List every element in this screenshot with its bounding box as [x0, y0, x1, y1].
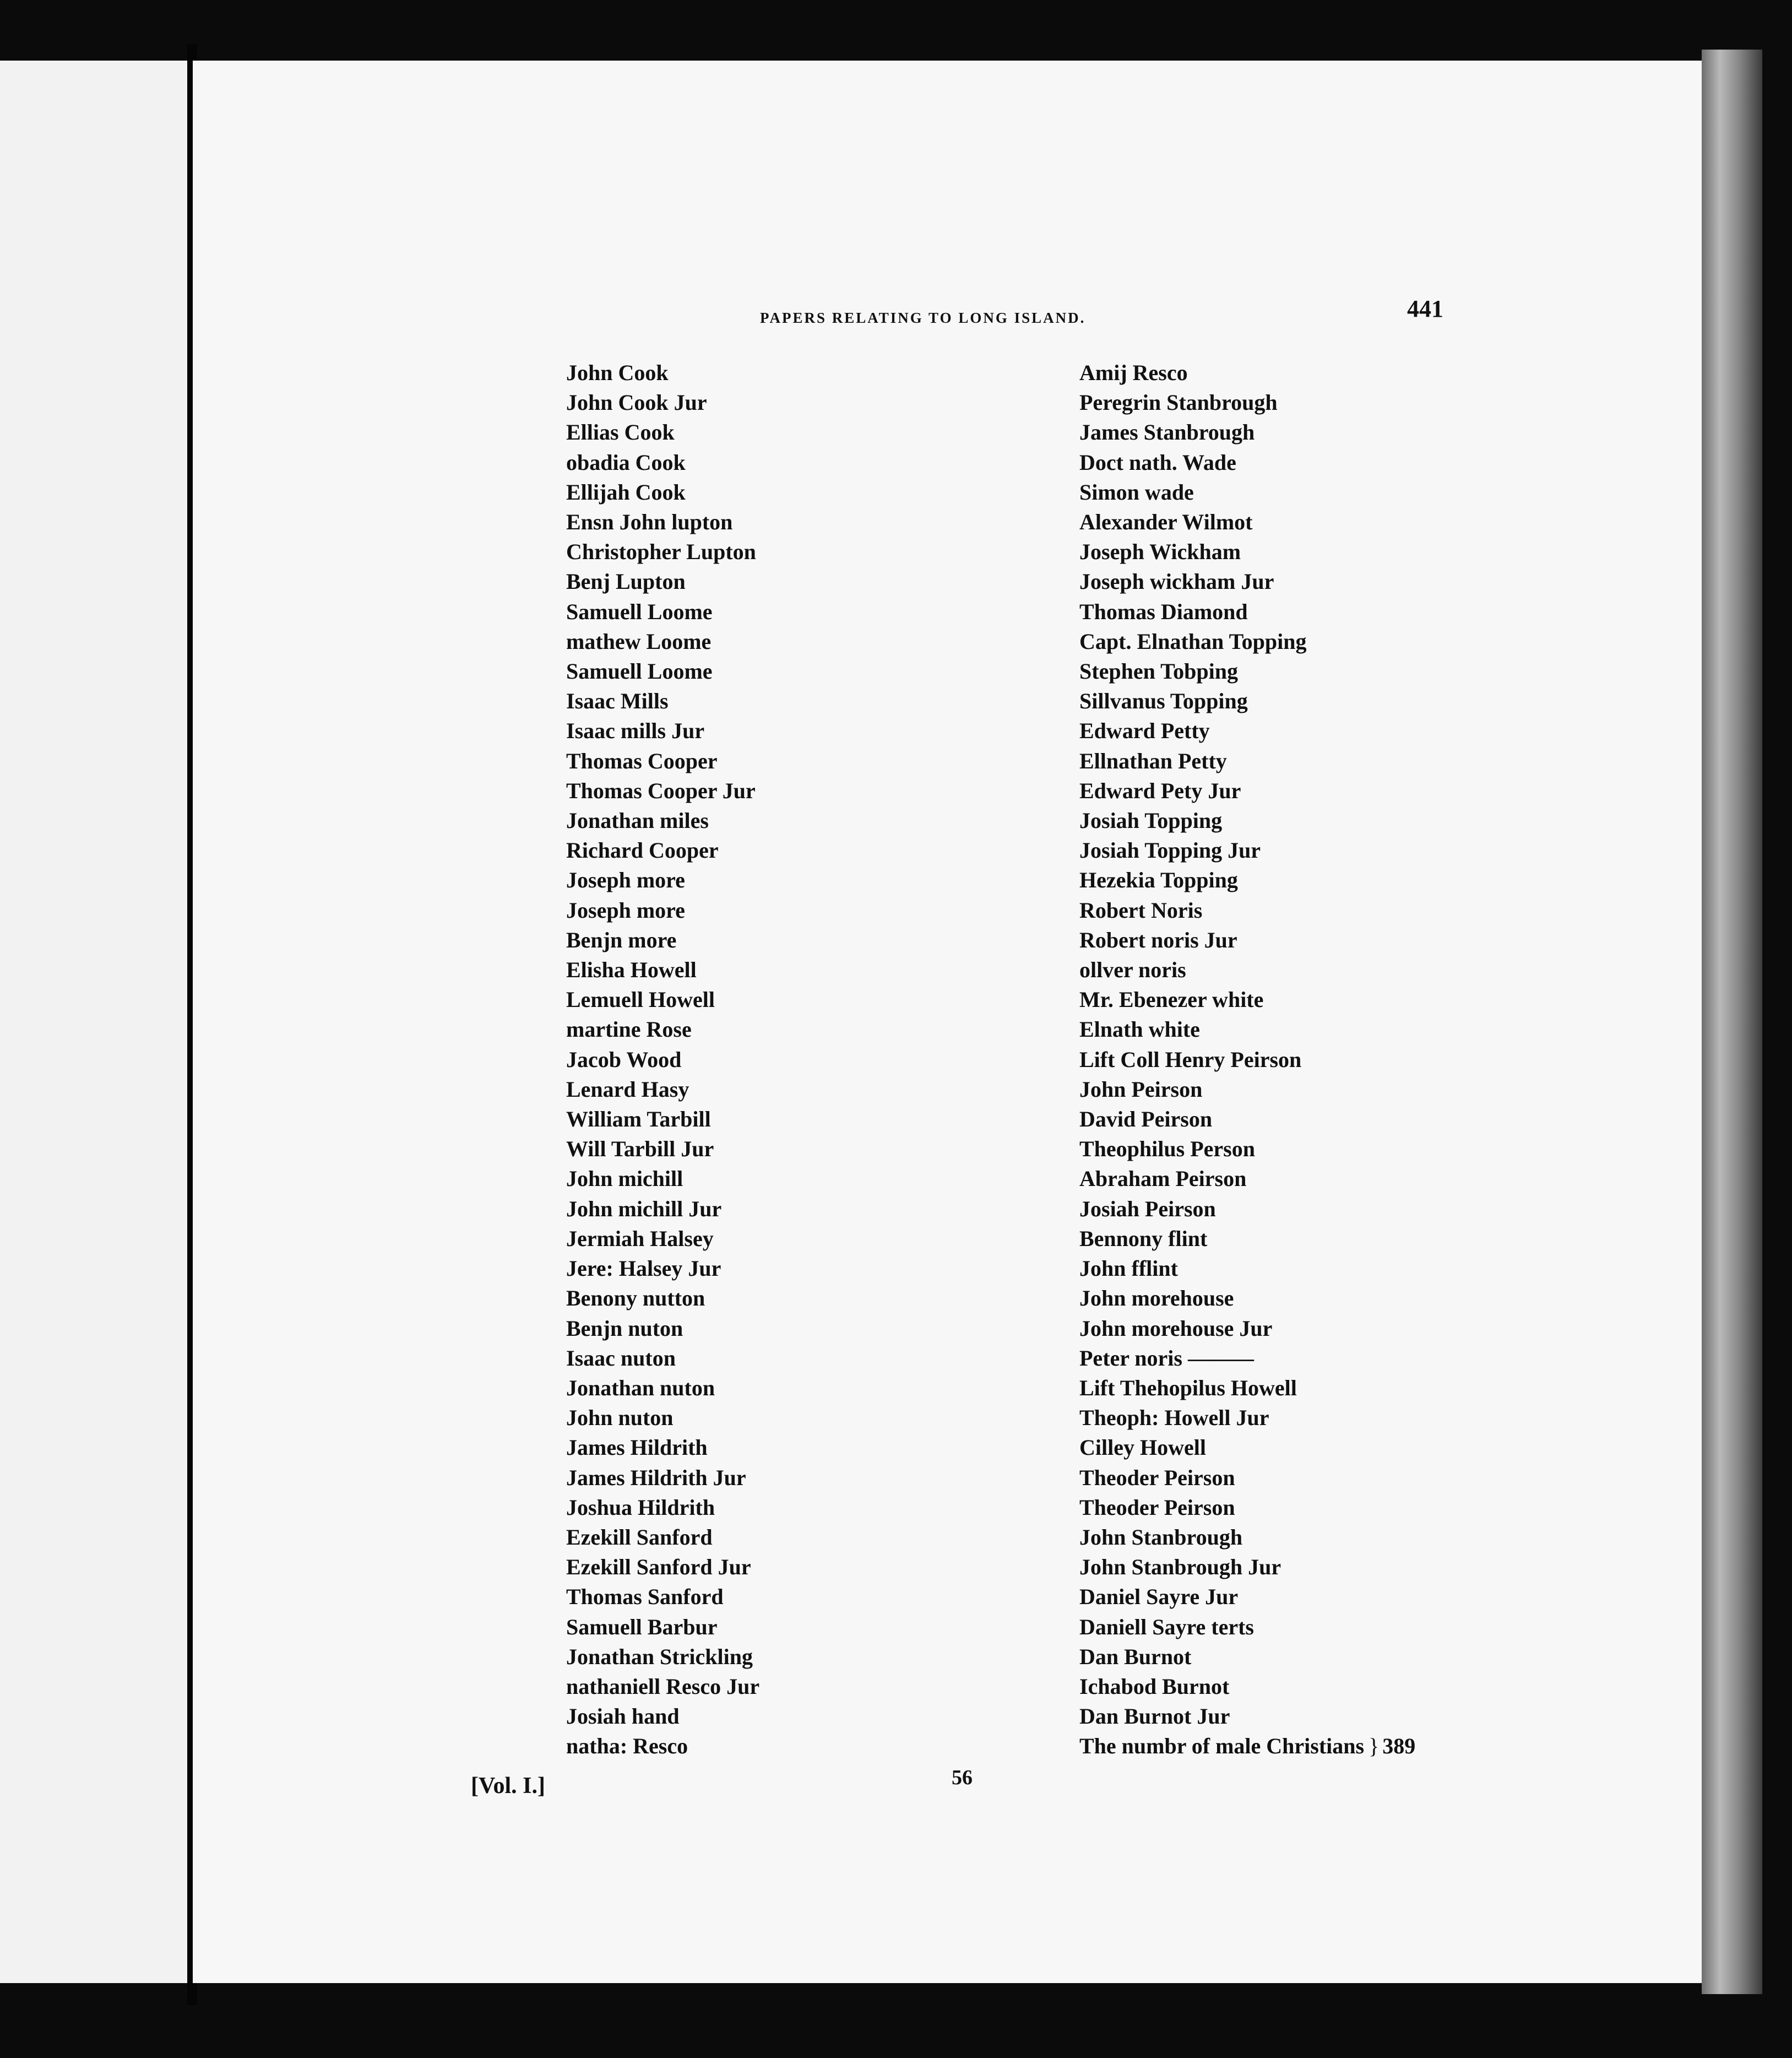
name-entry: James Hildrith [566, 1435, 708, 1460]
name-entry: James Stanbrough [1079, 420, 1255, 445]
name-entry: Isaac Mills [566, 689, 669, 714]
name-entry: Joseph wickham Jur [1079, 569, 1274, 594]
running-head: PAPERS RELATING TO LONG ISLAND. [760, 310, 1086, 326]
name-entry: Jonathan miles [566, 808, 709, 833]
name-entry: Benony nutton [566, 1286, 705, 1311]
name-entry: Dan Burnot Jur [1079, 1704, 1230, 1729]
name-entry: Jere: Halsey Jur [566, 1256, 721, 1281]
name-entry: John Cook [566, 360, 669, 385]
name-entry: Thomas Cooper Jur [566, 778, 756, 803]
total-male-christians [1079, 1731, 1415, 1761]
name-entry: Jacob Wood [566, 1047, 682, 1072]
name-entry: Ichabod Burnot [1079, 1674, 1230, 1699]
name-entry: Lemuell Howell [566, 987, 715, 1012]
name-entry: natha: Resco [566, 1734, 688, 1759]
name-entry: Isaac nuton [566, 1345, 676, 1371]
name-entry: Theoder Peirson [1079, 1494, 1235, 1520]
name-entry: Ensn John lupton [566, 510, 733, 535]
name-entry: mathew Loome [566, 629, 712, 654]
name-entry: Sillvanus Topping [1079, 689, 1248, 714]
name-entry: Simon wade [1079, 479, 1194, 505]
name-entry: Samuell Barbur [566, 1614, 718, 1639]
name-entry: Benj Lupton [566, 569, 686, 594]
name-entry: Edward Petty [1079, 718, 1210, 744]
name-entry: Samuell Loome [566, 659, 713, 684]
name-entry: John Cook Jur [566, 390, 707, 415]
names-column-right [1079, 358, 1415, 1762]
name-entry: Ellijah Cook [566, 479, 686, 505]
names-column-left [566, 358, 759, 1762]
name-entry: Lift Coll Henry Peirson [1079, 1047, 1302, 1072]
brace-mark: } [1369, 1734, 1380, 1759]
name-entry: Bennony flint [1079, 1226, 1208, 1251]
name-entry: Thomas Cooper [566, 748, 718, 773]
name-entry: nathaniell Resco Jur [566, 1674, 760, 1699]
name-entry: Robert Noris [1079, 897, 1203, 923]
name-entry: John michill [566, 1166, 683, 1192]
name-entry: Amij Resco [1079, 360, 1188, 385]
name-entry: Joshua Hildrith [566, 1494, 715, 1520]
name-entry: martine Rose [566, 1017, 692, 1042]
name-entry: John morehouse [1079, 1286, 1234, 1311]
name-entry: Samuell Loome [566, 599, 713, 624]
name-entry: Elisha Howell [566, 957, 697, 983]
name-entry: Abraham Peirson [1079, 1166, 1247, 1192]
name-entry: Theophilus Person [1079, 1136, 1255, 1162]
name-entry: Ezekill Sanford [566, 1524, 713, 1550]
name-entry: Theoder Peirson [1079, 1465, 1235, 1490]
name-entry: James Hildrith Jur [566, 1465, 746, 1490]
name-entry: Josiah hand [566, 1704, 680, 1729]
name-entry: Daniell Sayre terts [1079, 1614, 1254, 1639]
name-entry: Ellias Cook [566, 420, 675, 445]
signature-mark: 56 [952, 1766, 973, 1789]
name-entry: ollver noris [1079, 957, 1186, 983]
name-entry: Josiah Peirson [1079, 1196, 1216, 1221]
name-entry: William Tarbill [566, 1107, 711, 1132]
name-entry: John Peirson [1079, 1076, 1203, 1102]
name-entry: Peter noris ——— [1079, 1345, 1254, 1371]
name-entry: Capt. Elnathan Topping [1079, 629, 1307, 654]
name-entry: Josiah Topping Jur [1079, 838, 1261, 863]
name-entry: Isaac mills Jur [566, 718, 705, 744]
name-entry: Benjn nuton [566, 1315, 683, 1341]
page-stack-edge [1702, 50, 1762, 1994]
name-entry: Joseph more [566, 897, 685, 923]
volume-mark: [Vol. I.] [471, 1773, 545, 1799]
name-entry: Elnath white [1079, 1017, 1200, 1042]
name-entry: Robert noris Jur [1079, 927, 1237, 952]
name-entry: John nuton [566, 1405, 674, 1431]
name-entry: Will Tarbill Jur [566, 1136, 714, 1162]
name-entry: John Stanbrough Jur [1079, 1555, 1281, 1580]
name-entry: Ezekill Sanford Jur [566, 1555, 751, 1580]
name-entry: John morehouse Jur [1079, 1315, 1273, 1341]
total-value: 389 [1382, 1734, 1416, 1759]
name-entry: Joseph Wickham [1079, 539, 1241, 565]
name-entry: Edward Pety Jur [1079, 778, 1241, 803]
name-entry: Thomas Diamond [1079, 599, 1248, 624]
name-entry: Richard Cooper [566, 838, 719, 863]
name-entry: Alexander Wilmot [1079, 510, 1253, 535]
name-entry: John Stanbrough [1079, 1524, 1243, 1550]
name-entry: Christopher Lupton [566, 539, 756, 565]
total-label: The numbr of male Christians [1079, 1734, 1365, 1759]
facing-page-edge [0, 61, 187, 1983]
name-entry: Theoph: Howell Jur [1079, 1405, 1269, 1431]
name-entry: Peregrin Stanbrough [1079, 390, 1278, 415]
name-entry: Jonathan Strickling [566, 1644, 753, 1669]
name-entry: Cilley Howell [1079, 1435, 1206, 1460]
name-entry: Ellnathan Petty [1079, 748, 1227, 773]
name-entry: David Peirson [1079, 1107, 1213, 1132]
book-page [193, 61, 1702, 1983]
name-entry: Doct nath. Wade [1079, 449, 1236, 475]
name-entry: Lenard Hasy [566, 1076, 689, 1102]
name-entry: Daniel Sayre Jur [1079, 1584, 1239, 1610]
name-entry: John michill Jur [566, 1196, 722, 1221]
name-entry: Benjn more [566, 927, 677, 952]
name-entry: Jonathan nuton [566, 1375, 715, 1400]
name-entry: Lift Thehopilus Howell [1079, 1375, 1297, 1400]
name-entry: Jermiah Halsey [566, 1226, 714, 1251]
name-entry: Joseph more [566, 868, 685, 893]
name-entry: Dan Burnot [1079, 1644, 1192, 1669]
name-entry: John fflint [1079, 1256, 1178, 1281]
name-entry: Mr. Ebenezer white [1079, 987, 1264, 1012]
name-entry: obadia Cook [566, 449, 686, 475]
name-entry: Stephen Tobping [1079, 659, 1238, 684]
name-entry: Josiah Topping [1079, 808, 1223, 833]
name-entry: Thomas Sanford [566, 1584, 724, 1610]
name-entry: Hezekia Topping [1079, 868, 1238, 893]
page-number: 441 [1407, 295, 1443, 322]
